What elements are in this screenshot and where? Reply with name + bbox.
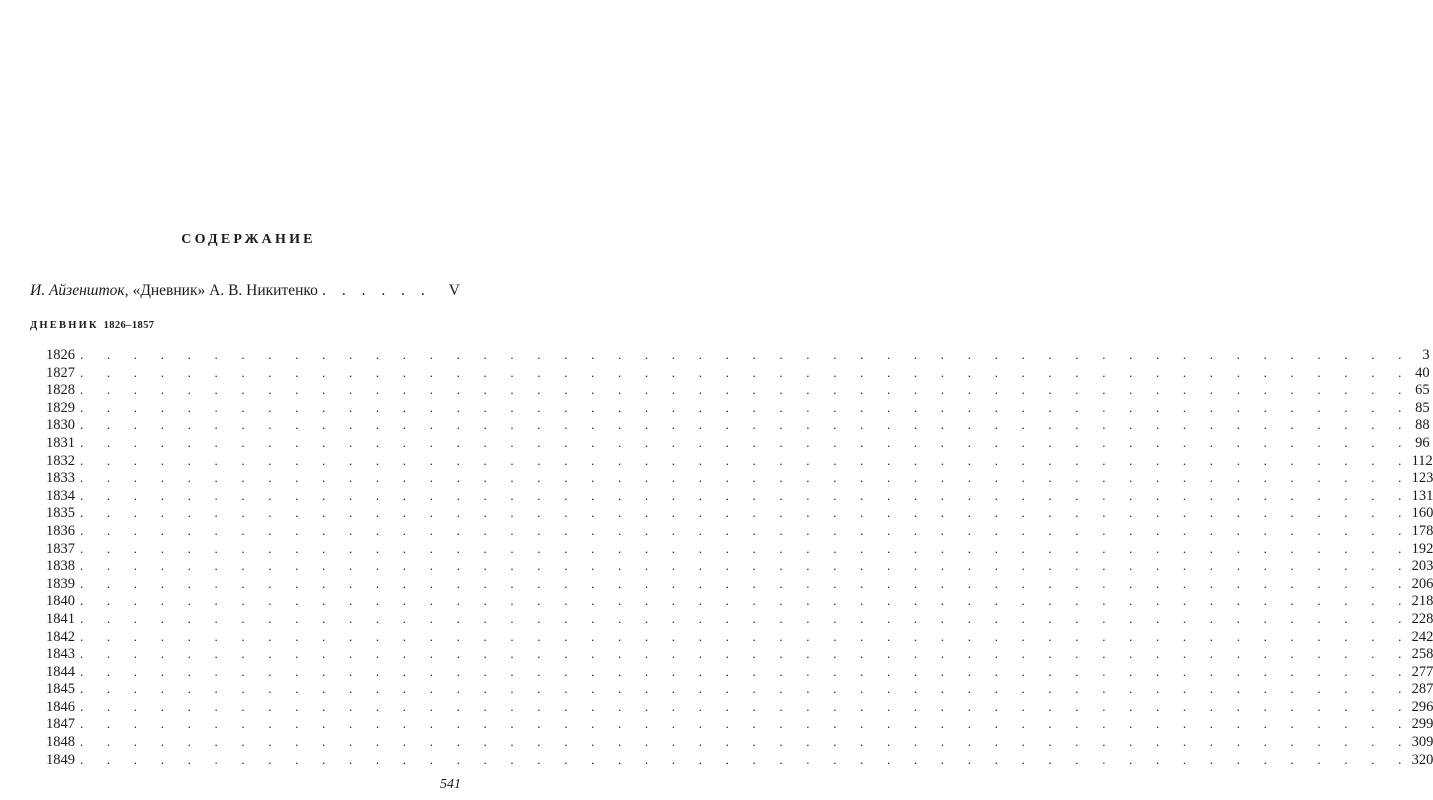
section-title: ДНЕВНИК	[30, 320, 99, 331]
toc-entry-page: 96	[1415, 434, 1430, 451]
toc-entry-year: 1845	[46, 681, 75, 698]
toc-entry[interactable]	[46, 645, 1433, 663]
toc-entry[interactable]	[46, 364, 1430, 382]
toc-entry-leader-dots: . . . . . . . . . . . . . . . . . . . . . . . . . . . . . . . . . . . . . . . . . . . . . . . . . .	[80, 593, 1412, 609]
toc-entry-page: 192	[1411, 540, 1433, 557]
toc-entry-page: 40	[1415, 364, 1430, 381]
intro-author: И. Айзеншток,	[30, 282, 129, 299]
toc-entry-year: 1833	[46, 470, 75, 487]
toc-entry-page: 228	[1411, 610, 1433, 627]
toc-entry-page: 296	[1411, 698, 1433, 715]
toc-entry[interactable]	[46, 540, 1433, 558]
toc-entry-year: 1846	[46, 698, 75, 715]
intro-entry[interactable]	[30, 282, 460, 304]
toc-entry-leader-dots: . . . . . . . . . . . . . . . . . . . . . . . . . . . . . . . . . . . . . . . . . . . . . . . . . .	[80, 540, 1412, 556]
toc-entry-leader-dots: . . . . . . . . . . . . . . . . . . . . . . . . . . . . . . . . . . . . . . . . . . . . . . . . . .	[80, 646, 1412, 662]
toc-entry-page: 277	[1411, 663, 1433, 680]
toc-entry-page: 299	[1411, 716, 1433, 733]
toc-entry[interactable]	[46, 434, 1430, 452]
toc-entry-page: 178	[1411, 522, 1433, 539]
toc-entry-year: 1829	[46, 399, 75, 416]
toc-entry-year: 1826	[46, 347, 75, 363]
toc-entry-year: 1844	[46, 663, 75, 680]
toc-entry[interactable]	[46, 557, 1433, 575]
toc-entry-leader-dots: . . . . . . . . . . . . . . . . . . . . . . . . . . . . . . . . . . . . . . . . . . . . . . . . . .	[80, 698, 1412, 714]
toc-entry-year: 1832	[46, 452, 75, 469]
toc-entry-page: 131	[1411, 487, 1433, 504]
toc-entry-leader-dots: . . . . . . . . . . . . . . . . . . . . . . . . . . . . . . . . . . . . . . . . . . . . . . . . . .	[80, 734, 1412, 750]
toc-entry-leader-dots: . . . . . . . . . . . . . . . . . . . . . . . . . . . . . . . . . . . . . . . . . . . . . . . . . .	[80, 558, 1412, 574]
toc-entry[interactable]	[46, 416, 1430, 434]
toc-entry-leader-dots: . . . . . . . . . . . . . . . . . . . . . . . . . . . . . . . . . . . . . . . . . . . . . . . . . .	[80, 487, 1412, 503]
toc-entry-page: 3	[1422, 347, 1430, 363]
toc-entry-leader-dots: . . . . . . . . . . . . . . . . . . . . . . . . . . . . . . . . . . . . . . . . . . . . . . . . . .	[80, 470, 1412, 486]
section-heading	[30, 320, 154, 331]
toc-list	[46, 346, 1433, 768]
toc-entry-page: 88	[1415, 417, 1430, 434]
intro-leader-dots: . . . . . .	[322, 282, 431, 299]
toc-entry[interactable]	[46, 399, 1430, 417]
toc-entry-page: 287	[1411, 681, 1433, 698]
toc-entry-page: 203	[1411, 558, 1433, 575]
toc-entry[interactable]	[46, 346, 1430, 364]
toc-entry[interactable]	[46, 487, 1433, 505]
toc-entry[interactable]	[46, 680, 1433, 698]
toc-entry[interactable]	[46, 575, 1433, 593]
toc-entry-year: 1840	[46, 593, 75, 610]
toc-entry[interactable]	[46, 522, 1433, 540]
toc-entry[interactable]	[46, 381, 1430, 399]
toc-entry-leader-dots: . . . . . . . . . . . . . . . . . . . . . . . . . . . . . . . . . . . . . . . . . . . . . . . . . .	[80, 505, 1412, 521]
toc-entry-year: 1842	[46, 628, 75, 645]
toc-entry-year: 1835	[46, 505, 75, 522]
toc-entry-leader-dots: . . . . . . . . . . . . . . . . . . . . . . . . . . . . . . . . . . . . . . . . . . . . . . . . . .	[80, 575, 1412, 591]
toc-entry[interactable]	[46, 698, 1433, 716]
toc-entry-page: 258	[1411, 646, 1433, 663]
toc-entry[interactable]	[46, 751, 1433, 769]
toc-entry-year: 1836	[46, 522, 75, 539]
toc-entry-year: 1837	[46, 540, 75, 557]
toc-entry-page: 112	[1411, 452, 1433, 469]
toc-entry-leader-dots: . . . . . . . . . . . . . . . . . . . . . . . . . . . . . . . . . . . . . . . . . . . . . . . . . .	[80, 628, 1412, 644]
intro-title: «Дневник» А. В. Никитенко	[132, 282, 318, 299]
toc-entry-year: 1834	[46, 487, 75, 504]
toc-entry[interactable]	[46, 663, 1433, 681]
toc-entry-leader-dots: . . . . . . . . . . . . . . . . . . . . . . . . . . . . . . . . . . . . . . . . . . . . . . . . . .	[80, 347, 1412, 362]
toc-entry-page: 320	[1411, 751, 1433, 768]
toc-entry-leader-dots: . . . . . . . . . . . . . . . . . . . . . . . . . . . . . . . . . . . . . . . . . . . . . . . . . .	[80, 522, 1412, 538]
toc-entry-leader-dots: . . . . . . . . . . . . . . . . . . . . . . . . . . . . . . . . . . . . . . . . . . . . . . . . . .	[80, 434, 1412, 450]
toc-entry-year: 1849	[46, 751, 75, 768]
folio-page-number: 541	[440, 777, 461, 792]
toc-entry-page: 309	[1411, 734, 1433, 751]
toc-entry-leader-dots: . . . . . . . . . . . . . . . . . . . . . . . . . . . . . . . . . . . . . . . . . . . . . . . . . .	[80, 751, 1412, 767]
toc-entry-year: 1827	[46, 364, 75, 381]
toc-entry-page: 85	[1415, 399, 1430, 416]
toc-entry-leader-dots: . . . . . . . . . . . . . . . . . . . . . . . . . . . . . . . . . . . . . . . . . . . . . . . . . .	[80, 452, 1412, 468]
toc-entry-year: 1848	[46, 734, 75, 751]
toc-entry-year: 1838	[46, 558, 75, 575]
toc-entry-year: 1847	[46, 716, 75, 733]
toc-entry-page: 206	[1411, 575, 1433, 592]
section-range: 1826–1857	[103, 320, 155, 331]
toc-entry-leader-dots: . . . . . . . . . . . . . . . . . . . . . . . . . . . . . . . . . . . . . . . . . . . . . . . . . .	[80, 716, 1412, 732]
toc-entry-page: 242	[1411, 628, 1433, 645]
toc-entry[interactable]	[46, 469, 1433, 487]
toc-entry-leader-dots: . . . . . . . . . . . . . . . . . . . . . . . . . . . . . . . . . . . . . . . . . . . . . . . . . .	[80, 417, 1412, 433]
toc-entry-year: 1828	[46, 382, 75, 399]
toc-entry[interactable]	[46, 610, 1433, 628]
toc-entry[interactable]	[46, 733, 1433, 751]
toc-entry-year: 1841	[46, 610, 75, 627]
toc-entry-leader-dots: . . . . . . . . . . . . . . . . . . . . . . . . . . . . . . . . . . . . . . . . . . . . . . . . . .	[80, 610, 1412, 626]
toc-entry[interactable]	[46, 592, 1433, 610]
toc-entry-leader-dots: . . . . . . . . . . . . . . . . . . . . . . . . . . . . . . . . . . . . . . . . . . . . . . . . . .	[80, 399, 1412, 415]
toc-entry[interactable]	[46, 715, 1433, 733]
toc-entry-page: 218	[1411, 593, 1433, 610]
contents-heading: СОДЕРЖАНИЕ	[181, 232, 316, 247]
toc-entry[interactable]	[46, 628, 1433, 646]
toc-entry-year: 1831	[46, 434, 75, 451]
toc-entry-page: 123	[1411, 470, 1433, 487]
toc-entry[interactable]	[46, 452, 1433, 470]
toc-entry-leader-dots: . . . . . . . . . . . . . . . . . . . . . . . . . . . . . . . . . . . . . . . . . . . . . . . . . .	[80, 681, 1412, 697]
toc-entry-year: 1839	[46, 575, 75, 592]
toc-entry-year: 1843	[46, 646, 75, 663]
toc-entry-page: 65	[1415, 382, 1430, 399]
toc-entry-leader-dots: . . . . . . . . . . . . . . . . . . . . . . . . . . . . . . . . . . . . . . . . . . . . . . . . . .	[80, 364, 1412, 380]
toc-entry-page: 160	[1411, 505, 1433, 522]
toc-entry-year: 1830	[46, 417, 75, 434]
toc-entry-leader-dots: . . . . . . . . . . . . . . . . . . . . . . . . . . . . . . . . . . . . . . . . . . . . . . . . . .	[80, 663, 1412, 679]
toc-entry-leader-dots: . . . . . . . . . . . . . . . . . . . . . . . . . . . . . . . . . . . . . . . . . . . . . . . . . .	[80, 382, 1412, 398]
intro-page-number: V	[448, 282, 460, 299]
toc-entry[interactable]	[46, 504, 1433, 522]
